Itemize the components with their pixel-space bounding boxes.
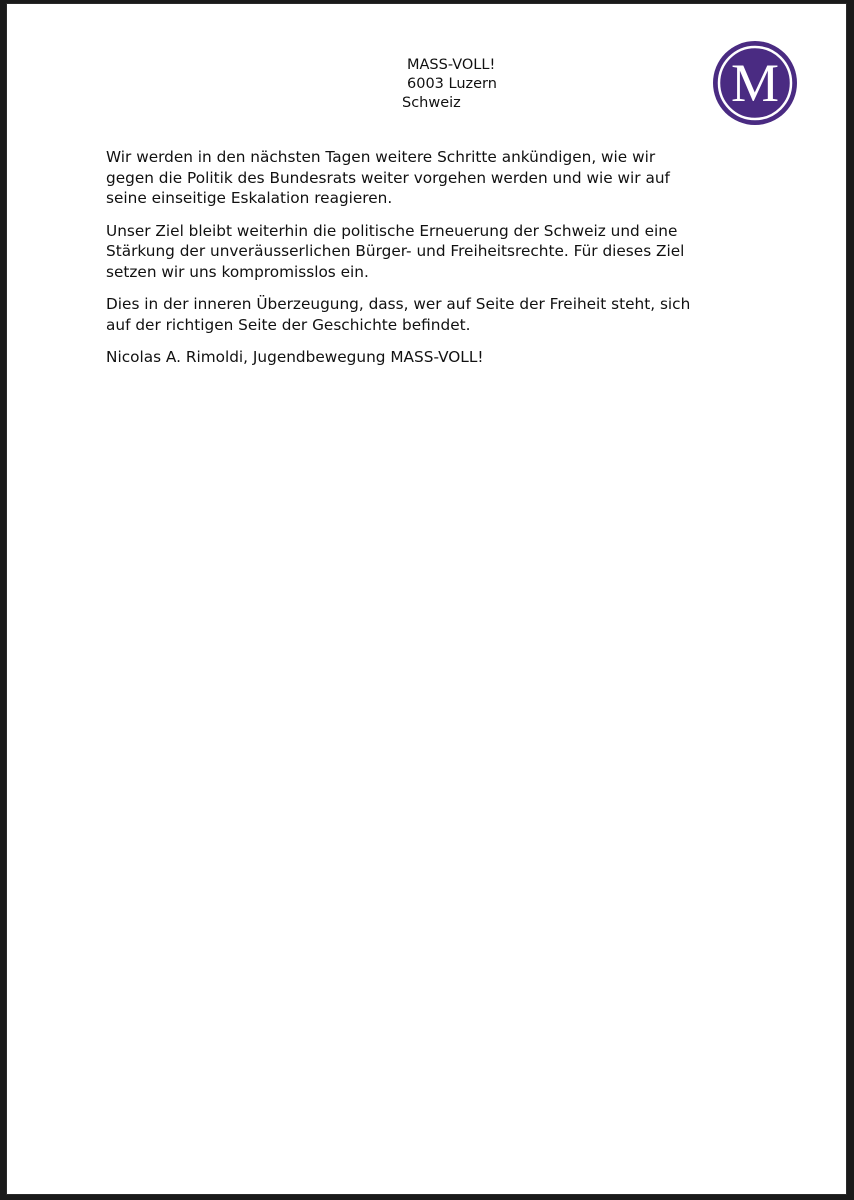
text-line: seine einseitige Eskalation reagieren.	[106, 189, 393, 207]
address-organization: MASS-VOLL!	[407, 57, 496, 73]
paragraph-next-steps	[106, 147, 786, 209]
address-country: Schweiz	[402, 95, 461, 111]
sender-address	[402, 56, 497, 113]
text-line: Unser Ziel bleibt weiterhin die politische Erneuerung der Schweiz und eine	[106, 221, 678, 240]
address-city: 6003 Luzern	[407, 76, 497, 92]
letter-body	[106, 147, 786, 380]
document-page	[6, 3, 847, 1195]
signature-line	[106, 347, 786, 368]
m-monogram-logo-icon	[712, 40, 798, 126]
text-line: Wir werden in den nächsten Tagen weitere Schritte ankündigen, wie wir	[106, 148, 656, 166]
text-line: Nicolas A. Rimoldi, Jugendbewegung MASS-VOLL!	[106, 348, 484, 366]
text-line: Dies in der inneren Überzeugung, dass, wer auf Seite der Freiheit steht, sich	[106, 295, 691, 313]
text-line: gegen die Politik des Bundesrats weiter vorgehen werden und wie wir auf	[106, 168, 670, 187]
text-line: setzen wir uns kompromisslos ein.	[106, 262, 369, 281]
text-line: Stärkung der unveräusserlichen Bürger- und Freiheitsrechte. Für dieses Ziel	[106, 242, 685, 260]
paragraph-goal	[106, 221, 786, 283]
text-line: auf der richtigen Seite der Geschichte befindet.	[106, 315, 471, 334]
svg-text:M: M	[730, 53, 780, 113]
paragraph-conviction	[106, 294, 786, 335]
